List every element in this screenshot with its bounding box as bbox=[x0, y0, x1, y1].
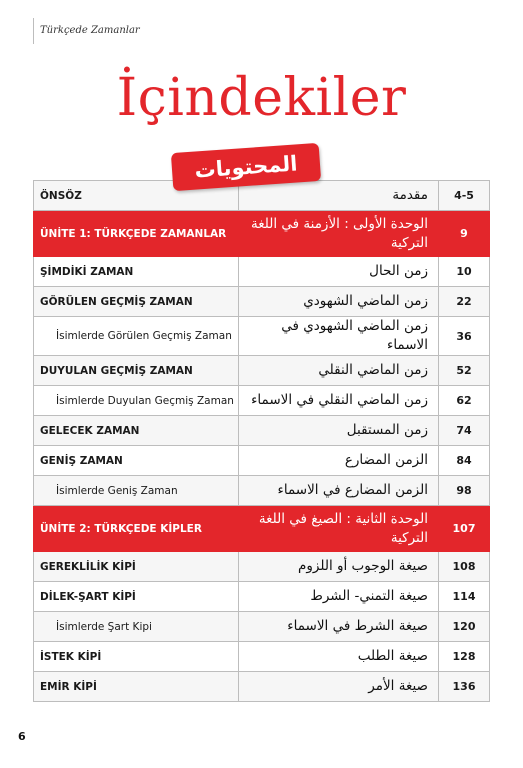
toc-entry-arabic: مقدمة bbox=[239, 181, 439, 211]
toc-entry-arabic: الزمن المضارع في الاسماء bbox=[239, 476, 439, 506]
toc-entry-arabic: زمن الماضي النقلي bbox=[239, 356, 439, 386]
toc-row[interactable] bbox=[34, 181, 490, 211]
toc-entry-arabic: صيغة الشرط في الاسماء bbox=[239, 612, 439, 642]
toc-row[interactable] bbox=[34, 612, 490, 642]
toc-entry-arabic: زمن الماضي الشهودي في الاسماء bbox=[239, 317, 439, 356]
toc-entry-arabic: الزمن المضارع bbox=[239, 446, 439, 476]
toc-page-number: 128 bbox=[439, 642, 490, 672]
toc-entry-turkish: İSTEK KİPİ bbox=[34, 642, 239, 672]
toc-unit-row[interactable] bbox=[34, 506, 490, 552]
toc-entry-arabic: زمن الماضي الشهودي bbox=[239, 287, 439, 317]
toc-entry-arabic: صيغة الوجوب أو اللزوم bbox=[239, 552, 439, 582]
toc-entry-turkish: ÜNİTE 2: TÜRKÇEDE KİPLER bbox=[34, 506, 239, 552]
toc-entry-turkish: ÖNSÖZ bbox=[34, 181, 239, 211]
toc-entry-arabic: صيغة الطلب bbox=[239, 642, 439, 672]
toc-page-number: 108 bbox=[439, 552, 490, 582]
toc-page-number: 74 bbox=[439, 416, 490, 446]
toc-page-number: 84 bbox=[439, 446, 490, 476]
toc-entry-arabic: صيغة التمني- الشرط bbox=[239, 582, 439, 612]
toc-page-number: 22 bbox=[439, 287, 490, 317]
toc-entry-arabic: صيغة الأمر bbox=[239, 672, 439, 702]
toc-entry-turkish: İsimlerde Şart Kipi bbox=[34, 612, 239, 642]
page-title: İçindekiler bbox=[116, 68, 407, 128]
toc-row[interactable] bbox=[34, 642, 490, 672]
toc-row[interactable] bbox=[34, 552, 490, 582]
toc-entry-arabic: زمن الماضي النقلي في الاسماء bbox=[239, 386, 439, 416]
toc-entry-turkish: GEREKLİLİK KİPİ bbox=[34, 552, 239, 582]
toc-page-number: 9 bbox=[439, 211, 490, 257]
toc-entry-turkish: GELECEK ZAMAN bbox=[34, 416, 239, 446]
toc-entry-turkish: EMİR KİPİ bbox=[34, 672, 239, 702]
page-number: 6 bbox=[18, 730, 26, 743]
toc-row[interactable] bbox=[34, 416, 490, 446]
toc-entry-turkish: ÜNİTE 1: TÜRKÇEDE ZAMANLAR bbox=[34, 211, 239, 257]
toc-entry-turkish: İsimlerde Duyulan Geçmiş Zaman bbox=[34, 386, 239, 416]
toc-row[interactable] bbox=[34, 672, 490, 702]
toc-entry-arabic: زمن الحال bbox=[239, 257, 439, 287]
toc-entry-turkish: GÖRÜLEN GEÇMİŞ ZAMAN bbox=[34, 287, 239, 317]
toc-row[interactable] bbox=[34, 317, 490, 356]
toc-page-number: 10 bbox=[439, 257, 490, 287]
toc-row[interactable] bbox=[34, 446, 490, 476]
toc-row[interactable] bbox=[34, 386, 490, 416]
toc-entry-turkish: GENİŞ ZAMAN bbox=[34, 446, 239, 476]
toc-page-number: 52 bbox=[439, 356, 490, 386]
toc-entry-turkish: ŞİMDİKİ ZAMAN bbox=[34, 257, 239, 287]
toc-unit-row[interactable] bbox=[34, 211, 490, 257]
toc-entry-arabic: الوحدة الأولى : الأزمنة في اللغة التركية bbox=[239, 211, 439, 257]
toc-entry-turkish: İsimlerde Geniş Zaman bbox=[34, 476, 239, 506]
toc-row[interactable] bbox=[34, 287, 490, 317]
toc-entry-arabic: الوحدة الثانية : الصيغ في اللغة التركية bbox=[239, 506, 439, 552]
toc-page-number: 136 bbox=[439, 672, 490, 702]
running-header-title: Türkçede Zamanlar bbox=[40, 25, 140, 36]
toc-entry-arabic: زمن المستقبل bbox=[239, 416, 439, 446]
toc-page-number: 120 bbox=[439, 612, 490, 642]
toc-page-number: 107 bbox=[439, 506, 490, 552]
toc-table bbox=[33, 180, 490, 702]
toc-entry-turkish: DİLEK-ŞART KİPİ bbox=[34, 582, 239, 612]
toc-row[interactable] bbox=[34, 582, 490, 612]
toc-entry-turkish: DUYULAN GEÇMİŞ ZAMAN bbox=[34, 356, 239, 386]
toc-row[interactable] bbox=[34, 476, 490, 506]
toc-row[interactable] bbox=[34, 356, 490, 386]
toc-page-number: 4-5 bbox=[439, 181, 490, 211]
toc-page-number: 98 bbox=[439, 476, 490, 506]
toc-page-number: 114 bbox=[439, 582, 490, 612]
toc-entry-turkish: İsimlerde Görülen Geçmiş Zaman bbox=[34, 317, 239, 356]
toc-row[interactable] bbox=[34, 257, 490, 287]
running-header bbox=[33, 18, 140, 44]
toc-page-number: 62 bbox=[439, 386, 490, 416]
arabic-title-tag: المحتويات bbox=[171, 143, 321, 191]
toc-page-number: 36 bbox=[439, 317, 490, 356]
